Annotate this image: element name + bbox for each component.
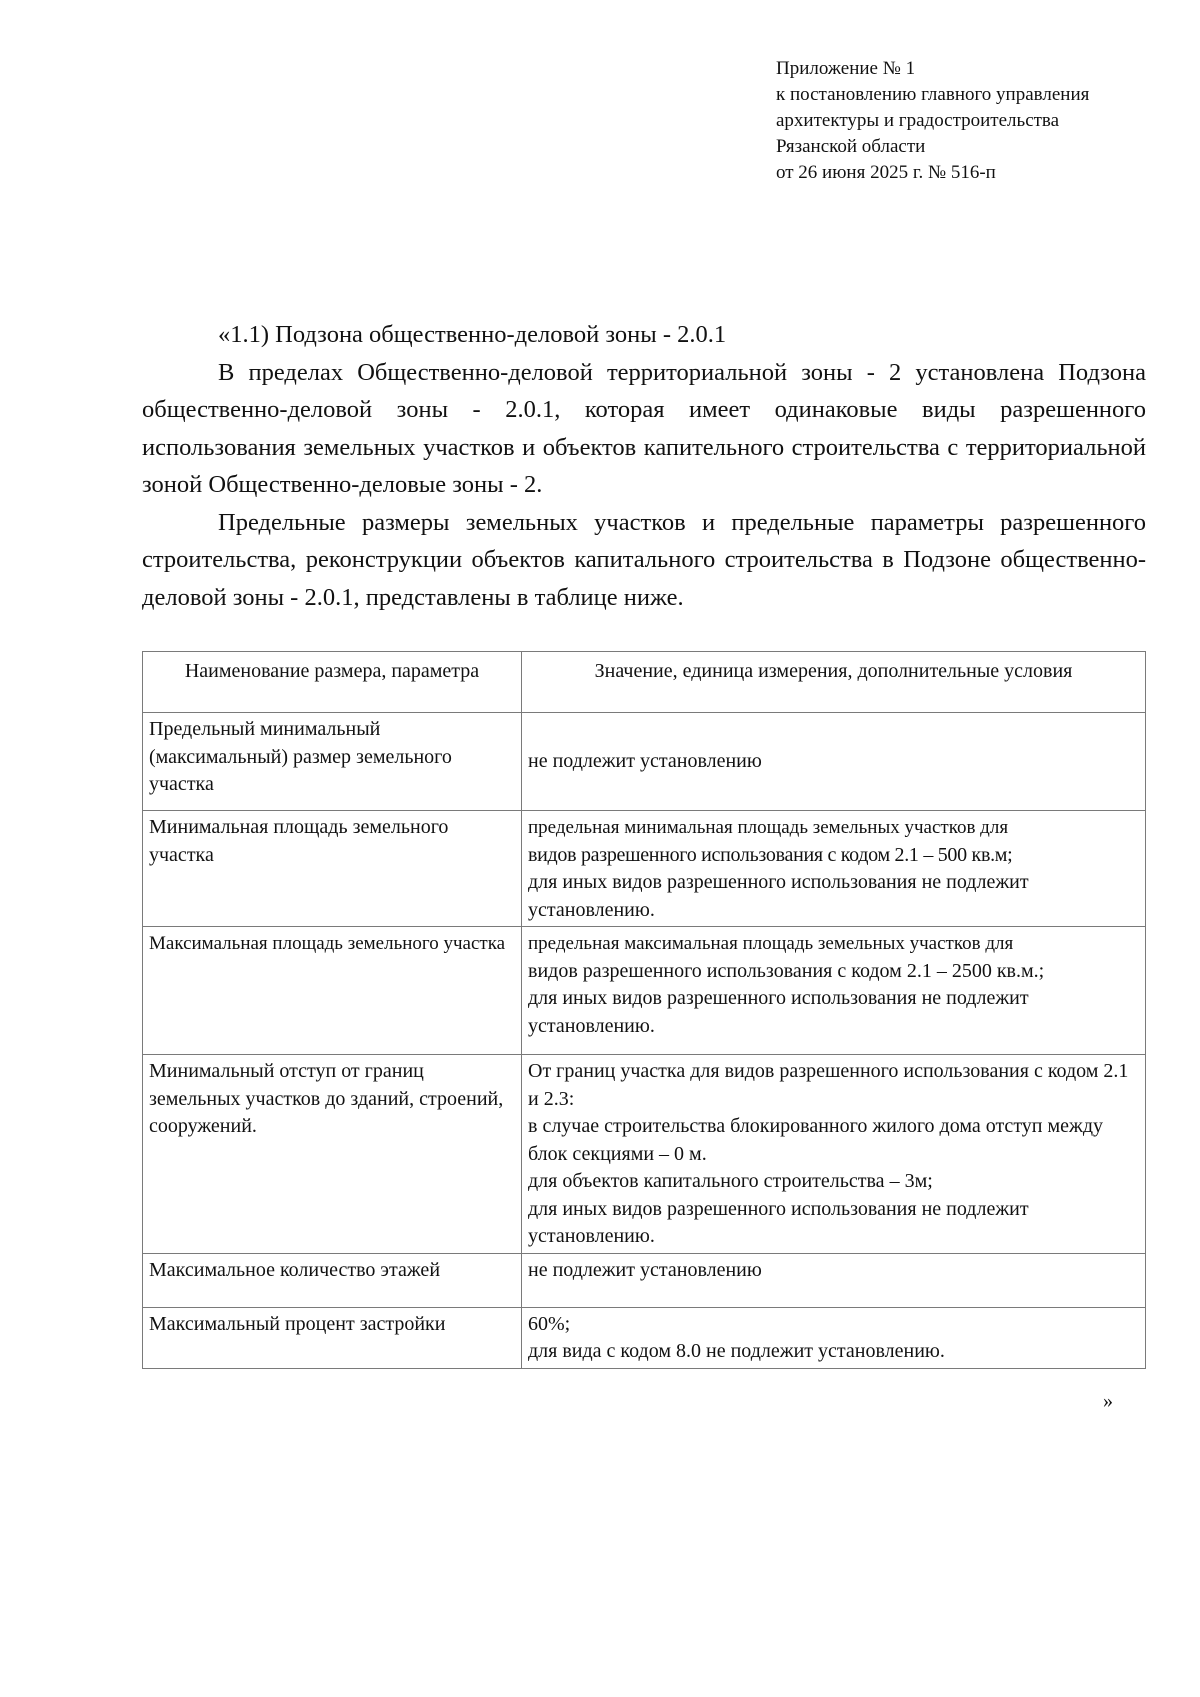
value-line: видов разрешенного использования с кодом 2.1 – 2500 кв.м.; [528, 959, 1045, 982]
appendix-line: Приложение № 1 [776, 58, 916, 79]
closing-quote: » [1103, 1390, 1113, 1412]
section-heading: «1.1) Подзона общественно-деловой зоны - 2.0.1 [218, 321, 727, 348]
parameter-value [522, 1253, 1146, 1307]
parameter-name: Максимальное количество этажей [143, 1253, 522, 1307]
parameter-value [522, 1055, 1146, 1254]
value-line: для иных видов разрешенного использования не подлежит установлению. [528, 871, 1029, 921]
paragraph: В пределах Общественно-деловой территориальной зоны - 2 установлена Подзона общественно-деловой зоны - 2.0.1, которая имеет одинаковые виды разрешенного использования земельных участков и объектов капительного строительства с территориальной зоной Общественно-деловые зоны - 2. [142, 358, 1146, 498]
parameter-value [522, 811, 1146, 927]
appendix-line: от 26 июня 2025 г. № 516-п [776, 162, 996, 183]
parameter-name: Минимальная площадь земельного участка [143, 811, 522, 927]
table-header-row [143, 652, 1146, 713]
value-line: для иных видов разрешенного использования не подлежит установлению. [528, 987, 1029, 1037]
column-header: Наименование размера, параметра [143, 652, 522, 713]
table-row [143, 1055, 1146, 1254]
column-header: Значение, единица измерения, дополнительные условия [522, 652, 1146, 713]
parameter-value [522, 1307, 1146, 1368]
parameter-name: Предельный минимальный (максимальный) размер земельного участка [143, 713, 522, 811]
table-row [143, 927, 1146, 1055]
paragraph: Предельные размеры земельных участков и предельные параметры разрешенного строительства, реконструкции объектов капитального строительства в Подзоне общественно-деловой зоны - 2.0.1, представлены в таблице ниже. [142, 508, 1146, 611]
table-row [143, 1307, 1146, 1368]
value-line: в случае строительства блокированного жилого дома отступ между блок секциями – 0 м. [528, 1115, 1104, 1165]
value-line: предельная максимальная площадь земельных участков для [528, 933, 1014, 954]
value-line: для иных видов разрешенного использования не подлежит установлению. [528, 1197, 1029, 1247]
appendix-header [776, 56, 1176, 186]
appendix-line: к постановлению главного управления [776, 84, 1090, 105]
body-text [142, 316, 1146, 616]
value-line: видов разрешенного использования с кодом 2.1 – 500 кв.м; [528, 843, 1013, 866]
value-line: не подлежит установлению [528, 750, 762, 773]
table-row [143, 1253, 1146, 1307]
parameter-value [522, 713, 1146, 811]
table-row [143, 713, 1146, 811]
value-line: предельная минимальная площадь земельных участков для [528, 817, 1009, 838]
parameter-name: Максимальный процент застройки [143, 1307, 522, 1368]
value-line: От границ участка для видов разрешенного использования с кодом 2.1 и 2.3: [528, 1060, 1129, 1110]
parameter-value [522, 927, 1146, 1055]
parameter-name: Максимальная площадь земельного участка [143, 927, 522, 1055]
appendix-line: архитектуры и градостроительства [776, 110, 1060, 131]
value-line: для объектов капитального строительства – 3м; [528, 1170, 933, 1192]
value-line: 60%; [528, 1312, 571, 1335]
parameters-table [142, 651, 1146, 1369]
value-line: не подлежит установлению [528, 1258, 762, 1281]
parameter-name: Минимальный отступ от границ земельных участков до зданий, строений, сооружений. [143, 1055, 522, 1254]
appendix-line: Рязанской области [776, 136, 926, 157]
value-line: для вида с кодом 8.0 не подлежит установлению. [528, 1340, 945, 1362]
table-row [143, 811, 1146, 927]
